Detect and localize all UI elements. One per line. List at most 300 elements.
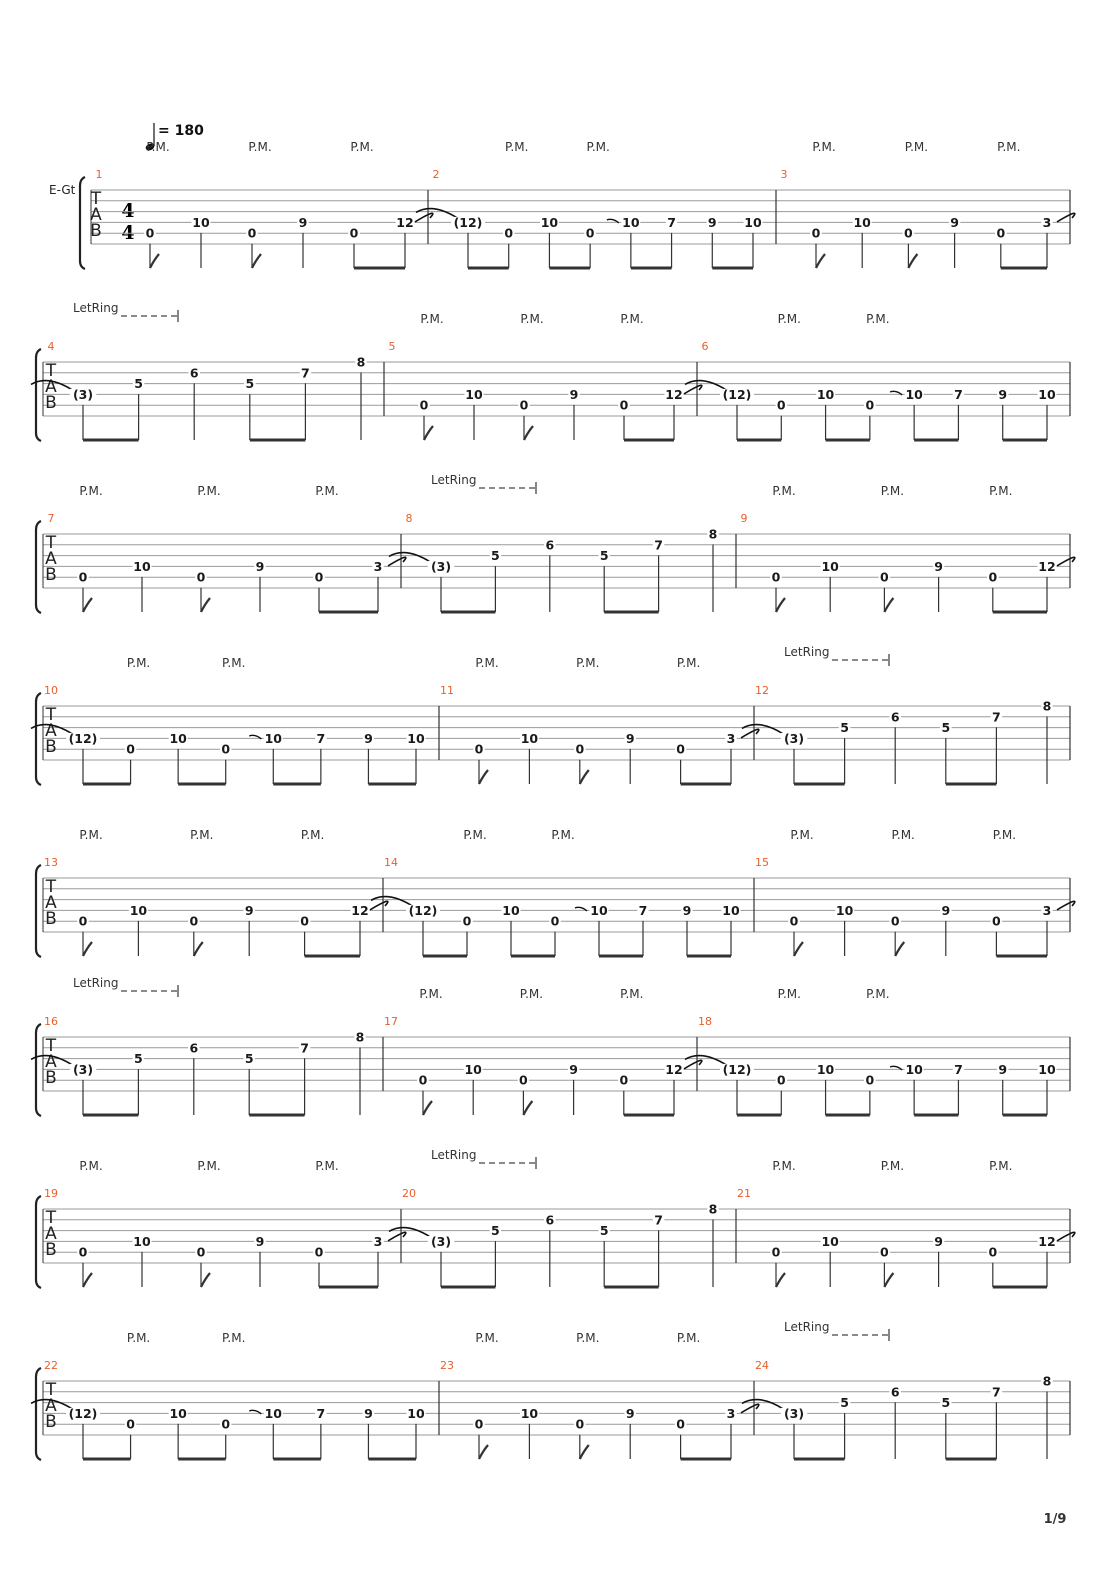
fret-number: 10: [169, 730, 187, 746]
fret-number: (3): [430, 1233, 452, 1249]
fret-number: (3): [783, 1405, 805, 1421]
fret-number: 9: [682, 902, 692, 918]
fret-number: 0: [575, 1416, 585, 1432]
fret-number: 8: [355, 1029, 365, 1045]
fret-number: 6: [189, 1040, 199, 1056]
fret-number: 10: [821, 558, 839, 574]
palm-mute-label: P.M.: [989, 1159, 1013, 1173]
fret-number: 0: [880, 569, 889, 585]
fret-number: 5: [941, 1395, 951, 1411]
fret-number: 12: [1038, 558, 1056, 574]
fret-number: 9: [569, 386, 579, 402]
eighth-flag: [150, 254, 159, 268]
tab-clef-letter: A: [45, 1224, 57, 1244]
fret-number: 3: [726, 1405, 736, 1421]
fret-number: 10: [816, 1061, 835, 1077]
measure: [44, 1159, 406, 1287]
fret-number: 0: [314, 569, 324, 585]
fret-number: 8: [1042, 698, 1052, 714]
palm-mute-label: P.M.: [300, 828, 325, 842]
measure: [741, 484, 1075, 612]
palm-mute-label: P.M.: [79, 828, 103, 842]
eighth-flag: [252, 254, 261, 268]
measure: [371, 828, 741, 956]
eighth-flag: [908, 254, 917, 268]
fret-number: 9: [950, 214, 959, 230]
measure: [742, 1320, 1053, 1459]
palm-mute-label: P.M.: [772, 484, 796, 498]
palm-mute-label: P.M.: [620, 312, 644, 326]
fret-number: 0: [247, 225, 257, 241]
palm-mute-label: P.M.: [475, 656, 499, 670]
measure-number: 19: [44, 1187, 58, 1200]
tab-clef-letter: A: [45, 1396, 57, 1416]
tab-system: [36, 1148, 1075, 1288]
tie-arc: [415, 213, 433, 222]
system-bracket: [36, 693, 41, 785]
palm-mute-label: P.M.: [676, 656, 701, 670]
measure-number: 24: [755, 1359, 769, 1372]
fret-number: (3): [72, 386, 94, 402]
fret-number: 7: [316, 1405, 326, 1421]
tab-clef-letter: T: [45, 705, 57, 725]
tab-clef-letter: T: [45, 1208, 57, 1228]
fret-number: 8: [708, 526, 718, 542]
palm-mute-label: P.M.: [620, 987, 644, 1001]
fret-number: 0: [789, 913, 799, 929]
measure: [440, 656, 759, 784]
eighth-flag: [523, 1101, 532, 1115]
measure: [31, 1331, 426, 1459]
tab-clef-letter: B: [45, 737, 57, 757]
measure-number: 8: [405, 512, 413, 525]
measure: [31, 656, 426, 784]
measure-number: 20: [402, 1187, 416, 1200]
fret-number: 8: [708, 1201, 718, 1217]
fret-number: 9: [255, 558, 265, 574]
measure: [781, 140, 1075, 268]
palm-mute-label: P.M.: [222, 656, 246, 670]
tab-clef-letter: B: [45, 1068, 57, 1088]
palm-mute-label: P.M.: [866, 312, 890, 326]
fret-number: 8: [356, 354, 366, 370]
fret-number: 0: [300, 913, 309, 929]
palm-mute-label: P.M.: [197, 1159, 221, 1173]
measure: [742, 645, 1053, 784]
tab-clef-letter: A: [45, 377, 57, 397]
palm-mute-label: P.M.: [190, 828, 214, 842]
palm-mute-label: P.M.: [419, 987, 443, 1001]
eighth-flag: [776, 598, 785, 612]
fret-number: 0: [314, 1244, 324, 1260]
tab-clef-letter: B: [45, 565, 57, 585]
tie-arc: [1057, 557, 1075, 566]
measure-number: 2: [432, 168, 440, 181]
measure-number: 7: [47, 512, 55, 525]
fret-number: (12): [722, 1061, 752, 1077]
fret-number: 0: [519, 1072, 528, 1088]
fret-number: 9: [255, 1233, 265, 1249]
fret-number: 3: [373, 558, 383, 574]
fret-number: 9: [364, 1405, 373, 1421]
palm-mute-label: P.M.: [866, 987, 890, 1001]
measure-number: 14: [384, 856, 398, 869]
let-ring-label: LetRing: [431, 1148, 477, 1162]
fret-number: 0: [575, 741, 585, 757]
system-bracket: [36, 1196, 41, 1288]
measure-number: 6: [701, 340, 709, 353]
palm-mute-label: P.M.: [126, 1331, 151, 1345]
eighth-flag: [776, 1273, 785, 1287]
system-bracket: [36, 521, 41, 613]
fret-number: 0: [196, 1244, 206, 1260]
fret-number: 0: [992, 913, 1001, 929]
fret-number: 10: [520, 1405, 539, 1421]
palm-mute-label: P.M.: [576, 1331, 600, 1345]
eighth-flag: [794, 942, 803, 956]
time-signature-top: 4: [121, 200, 135, 222]
fret-number: 0: [771, 1244, 781, 1260]
fret-number: 0: [776, 397, 786, 413]
fret-number: 10: [264, 730, 282, 746]
tie-arc: [388, 1232, 406, 1241]
fret-number: 10: [520, 730, 539, 746]
palm-mute-label: P.M.: [222, 1331, 246, 1345]
fret-number: 10: [540, 214, 559, 230]
system-bracket: [80, 177, 85, 269]
tie-arc: [1057, 901, 1075, 910]
time-signature-bottom: 4: [121, 222, 135, 244]
fret-number: 6: [189, 365, 199, 381]
tab-system: [80, 140, 1075, 269]
tab-system: [31, 301, 1070, 441]
instrument-label: E-Gt: [49, 183, 76, 197]
eighth-flag: [580, 770, 589, 784]
fret-number: 0: [619, 1072, 629, 1088]
tab-system: [31, 645, 1070, 785]
let-ring-label: LetRing: [431, 473, 477, 487]
palm-mute-label: P.M.: [79, 484, 103, 498]
measure-number: 9: [740, 512, 748, 525]
tab-clef-letter: T: [90, 189, 102, 209]
palm-mute-label: P.M.: [505, 140, 529, 154]
measure-number: 21: [737, 1187, 751, 1200]
palm-mute-label: P.M.: [350, 140, 374, 154]
measure-number: 17: [384, 1015, 398, 1028]
palm-mute-label: P.M.: [989, 484, 1013, 498]
fret-number: 0: [419, 397, 429, 413]
tab-clef-letter: T: [45, 1380, 57, 1400]
fret-number: 6: [890, 1384, 900, 1400]
palm-mute-label: P.M.: [880, 484, 905, 498]
measure-number: 1: [95, 168, 103, 181]
measure-number: 23: [440, 1359, 454, 1372]
fret-number: 10: [590, 902, 608, 918]
tab-system: [36, 828, 1075, 957]
fret-number: (3): [72, 1061, 94, 1077]
fret-number: 10: [169, 1405, 187, 1421]
measure-number: 5: [388, 340, 396, 353]
fret-number: 10: [622, 214, 640, 230]
palm-mute-label: P.M.: [777, 312, 801, 326]
fret-number: 8: [1042, 1373, 1052, 1389]
palm-mute-label: P.M.: [315, 1159, 339, 1173]
palm-mute-label: P.M.: [880, 1159, 905, 1173]
fret-number: 9: [625, 730, 635, 746]
fret-number: 6: [890, 709, 900, 725]
fret-number: 0: [221, 1416, 231, 1432]
palm-mute-label: P.M.: [248, 140, 272, 154]
let-ring-label: LetRing: [73, 976, 119, 990]
eighth-flag: [895, 942, 904, 956]
fret-number: 12: [665, 1061, 683, 1077]
eighth-flag: [201, 598, 210, 612]
measure: [48, 484, 406, 612]
system-bracket: [36, 1368, 41, 1460]
fret-number: 0: [585, 225, 595, 241]
fret-number: 0: [504, 225, 514, 241]
fret-number: 3: [373, 1233, 383, 1249]
eighth-flag: [201, 1273, 210, 1287]
fret-number: 3: [1042, 902, 1052, 918]
fret-number: 10: [464, 1061, 482, 1077]
measure: [389, 312, 702, 440]
fret-number: 10: [407, 730, 425, 746]
palm-mute-label: P.M.: [315, 484, 339, 498]
eighth-flag: [194, 942, 203, 956]
measure: [31, 976, 366, 1115]
eighth-flag: [424, 426, 433, 440]
eighth-flag: [423, 1101, 432, 1115]
fret-number: 10: [905, 386, 923, 402]
fret-number: 0: [126, 1416, 135, 1432]
eighth-flag: [884, 598, 893, 612]
fret-number: 10: [835, 902, 854, 918]
fret-number: 0: [189, 913, 199, 929]
measure: [389, 1148, 719, 1287]
system-bracket: [36, 349, 41, 441]
system-bracket: [36, 865, 41, 957]
fret-number: (3): [783, 730, 805, 746]
measure-number: 15: [755, 856, 769, 869]
fret-number: 9: [364, 730, 373, 746]
measure-number: 11: [440, 684, 454, 697]
tab-clef-letter: A: [45, 893, 57, 913]
measure: [755, 828, 1075, 956]
let-ring-label: LetRing: [73, 301, 119, 315]
fret-number: 7: [667, 214, 676, 230]
fret-number: 9: [998, 1061, 1008, 1077]
tab-system: [36, 473, 1075, 613]
fret-number: 3: [1042, 214, 1052, 230]
measure-number: 13: [44, 856, 58, 869]
eighth-flag: [83, 598, 92, 612]
fret-number: 0: [988, 1244, 998, 1260]
measure: [685, 312, 1057, 440]
fret-number: 0: [676, 741, 685, 757]
palm-mute-label: P.M.: [997, 140, 1021, 154]
fret-number: 0: [865, 1072, 875, 1088]
fret-number: 3: [726, 730, 736, 746]
fret-number: (12): [408, 902, 438, 918]
measure: [416, 140, 763, 268]
system-bracket: [36, 1024, 41, 1116]
fret-number: 0: [78, 1244, 88, 1260]
fret-number: 0: [349, 225, 359, 241]
palm-mute-label: P.M.: [992, 828, 1017, 842]
fret-number: 7: [300, 1040, 309, 1056]
fret-number: 9: [934, 1233, 943, 1249]
fret-number: 9: [934, 558, 943, 574]
palm-mute-label: P.M.: [519, 987, 544, 1001]
palm-mute-label: P.M.: [777, 987, 801, 1001]
fret-number: 10: [502, 902, 520, 918]
fret-number: 5: [599, 548, 609, 564]
palm-mute-label: P.M.: [463, 828, 487, 842]
fret-number: 5: [491, 1223, 500, 1239]
tab-clef-letter: B: [45, 1412, 57, 1432]
fret-number: 0: [619, 397, 629, 413]
measure: [384, 987, 702, 1115]
fret-number: 10: [133, 1233, 151, 1249]
fret-number: 0: [550, 913, 560, 929]
eighth-flag: [83, 1273, 92, 1287]
fret-number: 5: [599, 1223, 609, 1239]
tab-clef-letter: B: [45, 393, 57, 413]
fret-number: 10: [192, 214, 210, 230]
palm-mute-label: P.M.: [420, 312, 444, 326]
fret-number: 7: [954, 1061, 963, 1077]
tab-clef-letter: A: [45, 1052, 57, 1072]
eighth-flag: [479, 770, 488, 784]
measure: [737, 1159, 1075, 1287]
fret-number: 10: [465, 386, 483, 402]
fret-number: 10: [1038, 386, 1056, 402]
tab-clef-letter: A: [45, 549, 57, 569]
fret-number: 5: [134, 1051, 143, 1067]
measure-number: 18: [698, 1015, 712, 1028]
tie-arc: [1057, 213, 1075, 222]
fret-number: 9: [569, 1061, 578, 1077]
fret-number: 0: [676, 1416, 685, 1432]
fret-number: 0: [776, 1072, 786, 1088]
measure-number: 22: [44, 1359, 58, 1372]
palm-mute-label: P.M.: [551, 828, 575, 842]
fret-number: 7: [992, 1384, 1001, 1400]
tie-arc: [388, 557, 406, 566]
measure: [31, 301, 367, 440]
palm-mute-label: P.M.: [576, 656, 600, 670]
fret-number: 0: [221, 741, 231, 757]
measure-number: 4: [47, 340, 55, 353]
fret-number: 9: [625, 1405, 635, 1421]
fret-number: 12: [396, 214, 414, 230]
palm-mute-label: P.M.: [790, 828, 814, 842]
fret-number: 6: [545, 1212, 555, 1228]
fret-number: 9: [941, 902, 951, 918]
fret-number: 5: [491, 548, 500, 564]
palm-mute-label: P.M.: [520, 312, 544, 326]
fret-number: 0: [474, 741, 484, 757]
fret-number: 0: [890, 913, 900, 929]
fret-number: 9: [998, 386, 1008, 402]
fret-number: (3): [430, 558, 452, 574]
fret-number: (12): [453, 214, 483, 230]
tie-arc: [1057, 1232, 1075, 1241]
fret-number: 7: [954, 386, 963, 402]
fret-number: 10: [853, 214, 871, 230]
measure: [685, 987, 1057, 1115]
fret-number: 7: [654, 1212, 663, 1228]
measure: [389, 473, 719, 612]
fret-number: 0: [996, 225, 1006, 241]
tab-system: [31, 976, 1070, 1116]
fret-number: 5: [840, 1395, 849, 1411]
page-number: 1/9: [1043, 1512, 1067, 1527]
palm-mute-label: P.M.: [146, 140, 170, 154]
measure-number: 10: [44, 684, 58, 697]
tab-clef-letter: T: [45, 533, 57, 553]
let-ring-label: LetRing: [784, 645, 830, 659]
tab-clef-letter: B: [45, 1240, 57, 1260]
fret-number: 0: [78, 913, 88, 929]
fret-number: 7: [316, 730, 326, 746]
tab-clef-letter: T: [45, 361, 57, 381]
fret-number: 10: [821, 1233, 839, 1249]
fret-number: 0: [78, 569, 88, 585]
fret-number: (12): [68, 730, 98, 746]
palm-mute-label: P.M.: [676, 1331, 701, 1345]
tab-clef-letter: A: [90, 205, 102, 225]
fret-number: 0: [904, 225, 913, 241]
fret-number: 0: [811, 225, 821, 241]
fret-number: 0: [145, 225, 155, 241]
fret-number: 0: [519, 397, 529, 413]
fret-number: 0: [418, 1072, 428, 1088]
fret-number: 5: [245, 376, 255, 392]
measure: [96, 140, 433, 268]
measure-number: 3: [780, 168, 788, 181]
fret-number: 10: [905, 1061, 923, 1077]
fret-number: 5: [244, 1051, 254, 1067]
fret-number: 10: [722, 902, 740, 918]
palm-mute-label: P.M.: [772, 1159, 796, 1173]
fret-number: 12: [351, 902, 369, 918]
fret-number: 10: [816, 386, 835, 402]
fret-number: 5: [840, 720, 849, 736]
tab-clef-letter: B: [90, 221, 102, 241]
fret-number: 10: [744, 214, 762, 230]
measure: [440, 1331, 759, 1459]
fret-number: 6: [545, 537, 555, 553]
fret-number: 0: [988, 569, 998, 585]
fret-number: (12): [68, 1405, 98, 1421]
eighth-flag: [524, 426, 533, 440]
measure-number: 16: [44, 1015, 58, 1028]
fret-number: 9: [298, 214, 308, 230]
fret-number: 7: [638, 902, 648, 918]
palm-mute-label: P.M.: [79, 1159, 103, 1173]
fret-number: 0: [474, 1416, 484, 1432]
fret-number: 0: [771, 569, 781, 585]
fret-number: 0: [196, 569, 206, 585]
tie-arc: [370, 901, 388, 910]
fret-number: (12): [722, 386, 752, 402]
fret-number: 10: [133, 558, 151, 574]
tab-clef-letter: T: [45, 877, 57, 897]
tie-arc: [741, 729, 759, 738]
fret-number: 0: [880, 1244, 889, 1260]
